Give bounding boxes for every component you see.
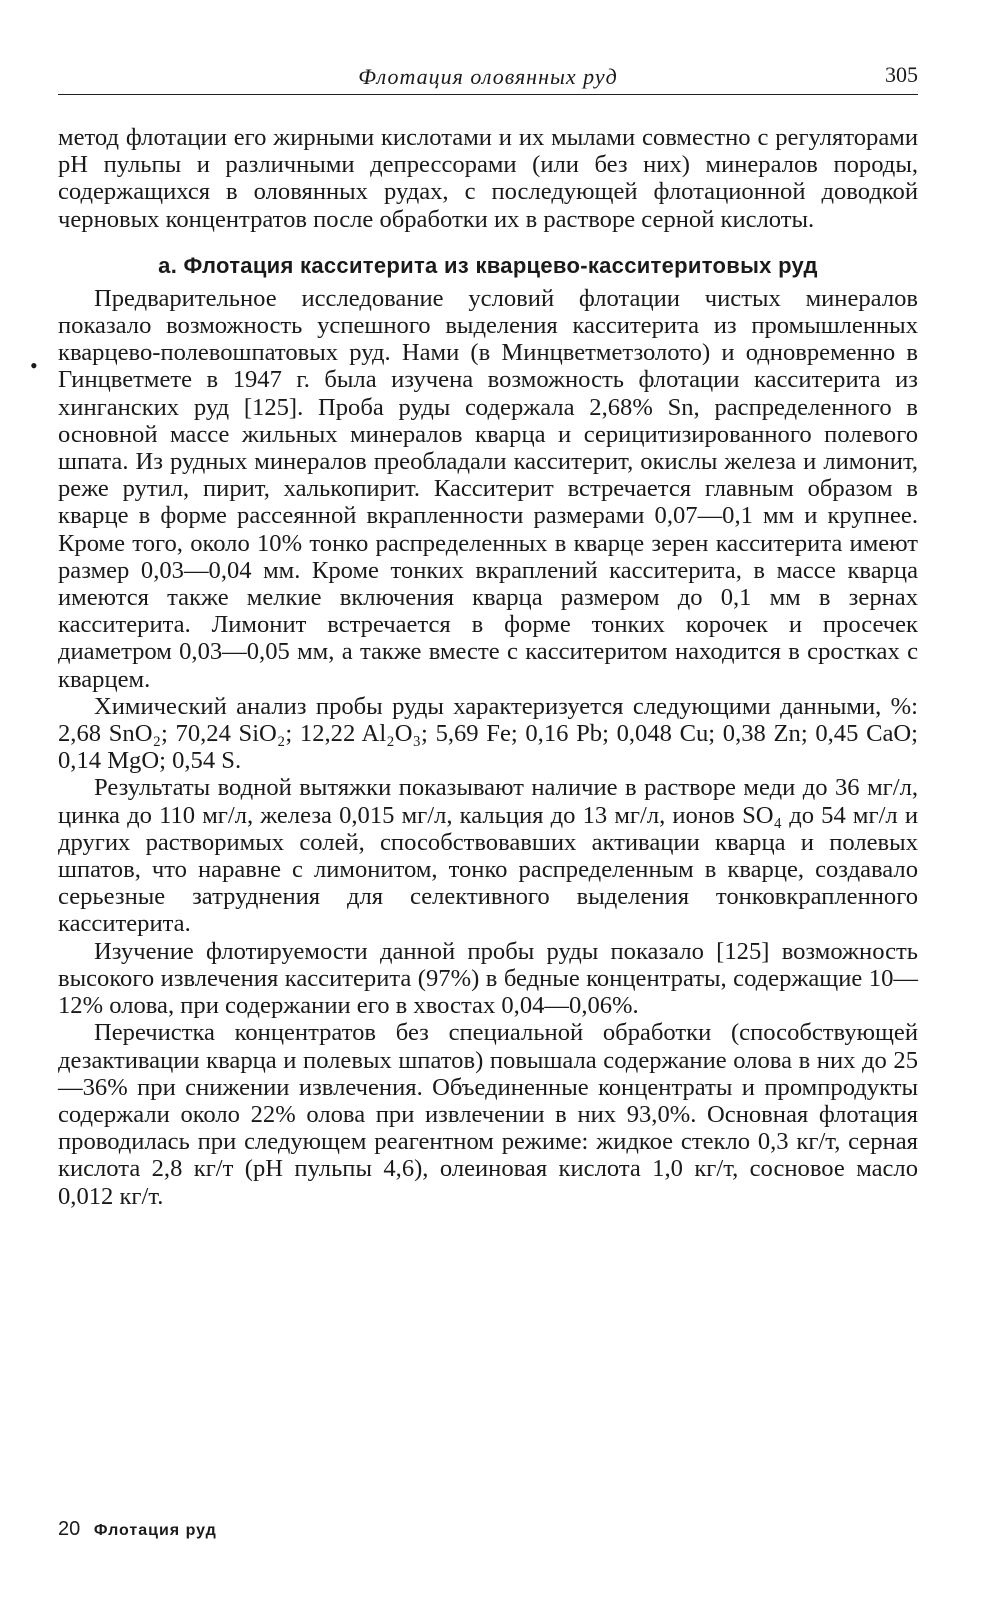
paragraph-water-extract: Результаты водной вытяжки показывают наличие в растворе меди до 36 мг/л, цинка до 110 мг/л, железа 0,015 мг/л, кальция до 13 мг/л, ионов SO₄ до 54 мг/л и других растворимых солей, способствовавших активации кварца и полевых шпатов, что наравне с лимонитом, тонко распределенным в кварце, создавало серьезные затруднения для селективного выделения тонковкрапленного касситерита.: [58, 774, 918, 938]
body-text: [58, 124, 918, 1210]
section-heading: а. Флотация касситерита из кварцево-касситеритовых руд: [158, 252, 818, 278]
paragraph-continued: метод флотации его жирными кислотами и их мылами совместно с регуляторами pH пульпы и различными депрессорами (или без них) минералов породы, содержащихся в оловянных рудах, с последующей флотационной доводкой черновых концентратов после обработки их в растворе серной кислоты.: [58, 124, 918, 233]
printer-signature: [58, 1518, 217, 1541]
running-header: [58, 58, 918, 95]
margin-mark: •: [30, 353, 38, 378]
signature-number: 20: [58, 1518, 81, 1540]
running-title: Флотация оловянных руд: [358, 64, 618, 89]
paragraph-cleaning: Перечистка концентратов без специальной обработки (способствующей дезактивации кварца и полевых шпатов) повышала содержание олова в них до 25—36% при снижении извлечения. Объединенные концентраты и промпродукты содержали около 22% олова при извлечении в них 93,0%. Основная флотация проводилась при следующем реагентном режиме: жидкое стекло 0,3 кг/т, серная кислота 2,8 кг/т (pH пульпы 4,6), олеиновая кислота 1,0 кг/т, сосновое масло 0,012 кг/т.: [58, 1019, 918, 1210]
page-number: 305: [885, 62, 918, 87]
paragraph-chemical-analysis: Химический анализ пробы руды характеризуется следующими данными, %: 2,68 SnO₂; 70,24 SiO₂; 12,22 Al₂O₃; 5,69 Fe; 0,16 Pb; 0,048 Cu; 0,38 Zn; 0,45 CaO; 0,14 MgO; 0,54 S.: [58, 692, 918, 775]
paragraph-floatability: Изучение флотируемости данной пробы руды показало [125] возможность высокого извлечения касситерита (97%) в бедные концентраты, содержащие 10—12% олова, при содержании его в хвостах 0,04—0,06%.: [58, 937, 918, 1020]
signature-title: Флотация руд: [93, 1522, 217, 1539]
paragraph-study: Предварительное исследование условий флотации чистых минералов показало возможность успешного выделения касситерита из промышленных кварцево-полевошпатовых руд. Нами (в Минцветметзолото) и одновременно в Гинцветмете в 1947 г. была изучена возможность флотации касситерита из хинганских руд [125]. Проба руды содержала 2,68% Sn, распределенного в основной массе жильных минералов кварца и серицитизированного полевого шпата. Из рудных минералов преобладали касситерит, окислы железа и лимонит, реже рутил, пирит, халькопирит. Касситерит встречается главным образом в кварце в форме рассеянной вкрапленности размерами 0,07—0,1 мм и крупнее. Кроме того, около 10% тонко распределенных в кварце зерен касситерита имеют размер 0,03—0,04 мм. Кроме тонких вкраплений касситерита, в массе кварца имеются также мелкие включения кварца размером до 0,1 мм в зернах касситерита. Лимонит встречается в форме тонких корочек и просечек диаметром 0,03—0,05 мм, а также вместе с касситеритом находится в сростках с кварцем.: [58, 284, 918, 693]
